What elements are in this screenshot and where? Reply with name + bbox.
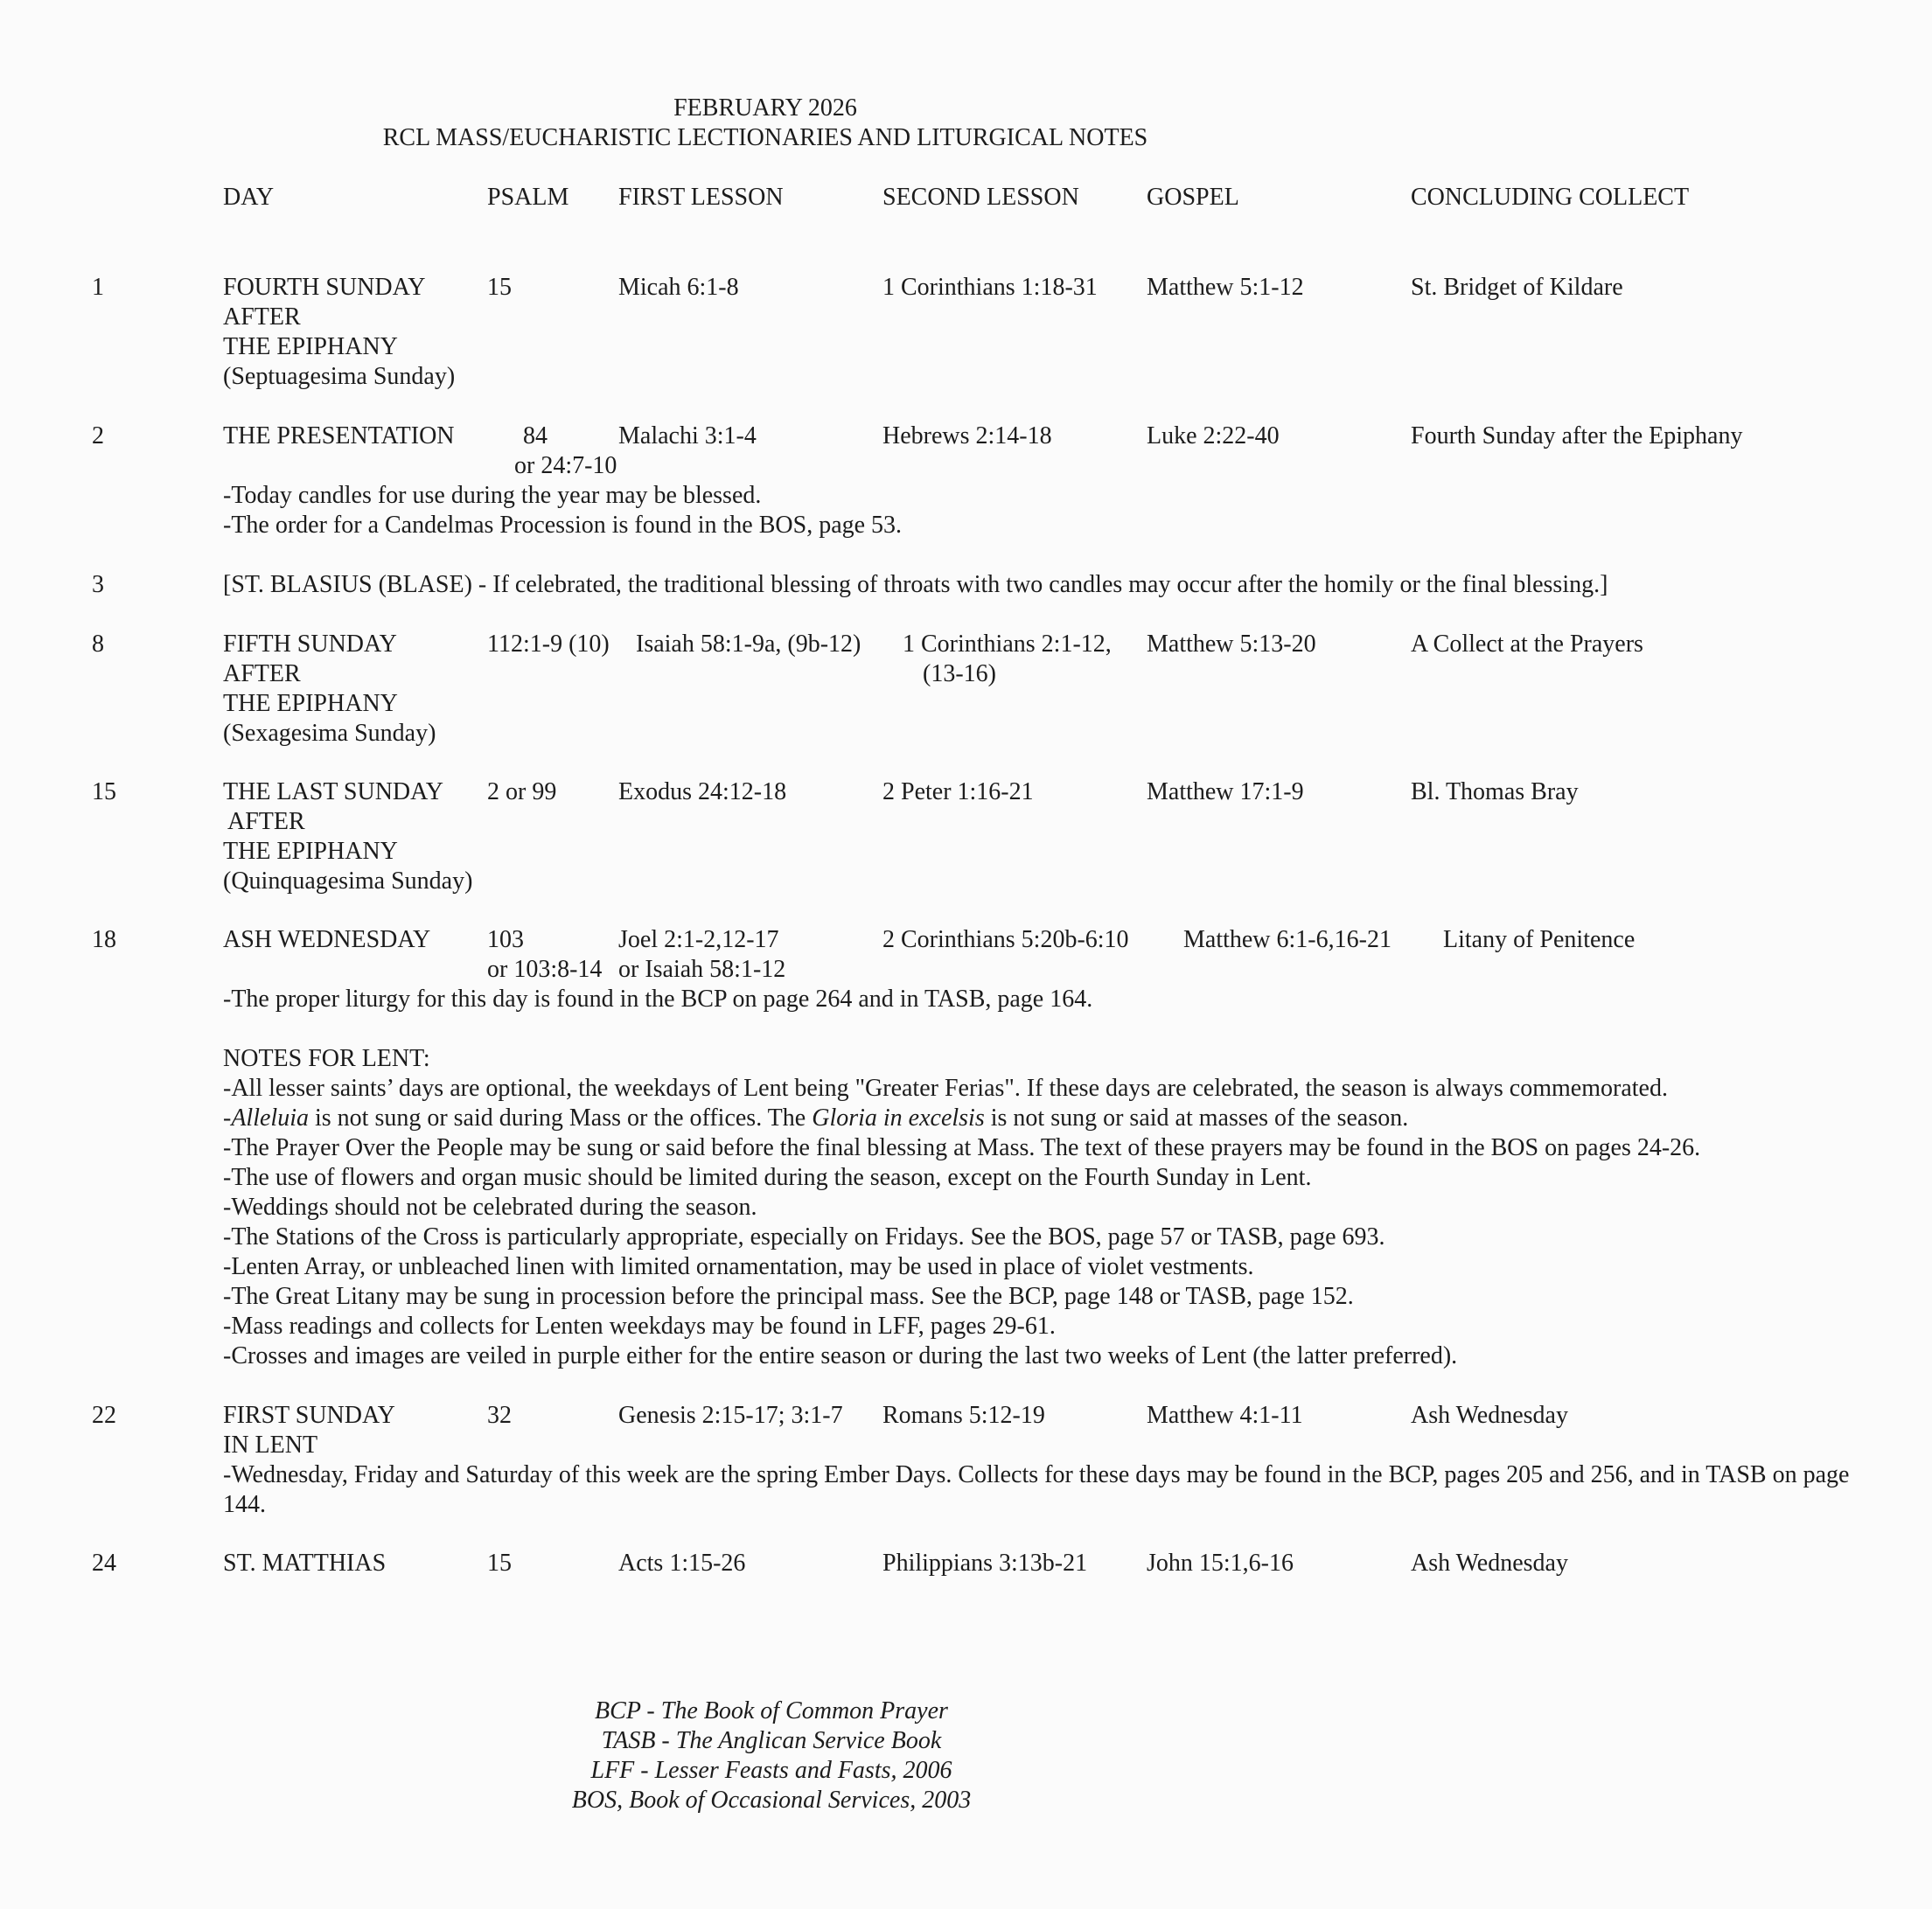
abbreviation-item: TASB - The Anglican Service Book (601, 1727, 942, 1754)
entry-date: 2 (92, 422, 104, 449)
entry-first-lesson: Malachi 3:1-4 (618, 422, 757, 449)
entry-collect: Fourth Sunday after the Epiphany (1411, 422, 1743, 449)
entry-day: THE EPIPHANY (223, 333, 398, 360)
entry-day: (Septuagesima Sunday) (223, 363, 456, 390)
entry-psalm: 32 (487, 1402, 512, 1429)
entry-first-lesson: Exodus 24:12-18 (618, 778, 787, 805)
entry-second-lesson: 2 Corinthians 5:20b-6:10 (882, 926, 1129, 953)
entry-collect: Bl. Thomas Bray (1411, 778, 1579, 805)
column-header-psalm: PSALM (487, 184, 569, 211)
lent-note-item: -Weddings should not be celebrated during the season. (223, 1194, 757, 1221)
lent-note-italic: Alleluia (231, 1104, 309, 1132)
entry-gospel: Matthew 17:1-9 (1147, 778, 1304, 805)
lent-note-item: -The Great Litany may be sung in procession before the principal mass. See the BCP, page 148 or TASB, page 152. (223, 1283, 1354, 1310)
entry-second-lesson: Philippians 3:13b-21 (882, 1550, 1088, 1577)
page-title: FEBRUARY 2026 (673, 94, 857, 122)
entry-text: [ST. BLASIUS (BLASE) - If celebrated, the traditional blessing of throats with two candles may occur after the homily or the final blessing.] (223, 571, 1608, 598)
entry-psalm: 15 (487, 274, 512, 301)
entry-day: AFTER (223, 660, 301, 687)
abbreviation-item: LFF - Lesser Feasts and Fasts, 2006 (590, 1757, 952, 1784)
lent-note-text: is not sung or said at masses of the season. (984, 1104, 1409, 1132)
entry-note: -The order for a Candelmas Procession is found in the BOS, page 53. (223, 512, 903, 539)
entry-note: -The proper liturgy for this day is found in the BCP on page 264 and in TASB, page 164. (223, 986, 1093, 1013)
entry-date: 1 (92, 274, 104, 301)
entry-day: ASH WEDNESDAY (223, 926, 431, 953)
entry-day: AFTER (223, 303, 301, 331)
entry-first-lesson: Acts 1:15-26 (618, 1550, 746, 1577)
lent-note-item: -The Stations of the Cross is particularly appropriate, especially on Fridays. See the BOS, page 57 or TASB, page 693. (223, 1223, 1385, 1251)
entry-psalm: or 103:8-14 (487, 956, 603, 983)
entry-collect: Ash Wednesday (1411, 1402, 1568, 1429)
lent-note-item: -The Prayer Over the People may be sung or said before the final blessing at Mass. The text of these prayers may be found in the BOS on pages 24-26. (223, 1134, 1701, 1161)
entry-day: FOURTH SUNDAY (223, 274, 426, 301)
entry-psalm: 103 (487, 926, 524, 953)
lent-note-italic: Gloria in excelsis (812, 1104, 985, 1132)
entry-psalm: 112:1-9 (10) (487, 631, 610, 658)
abbreviation-item: BOS, Book of Occasional Services, 2003 (571, 1787, 972, 1814)
entry-date: 15 (92, 778, 116, 805)
entry-date: 24 (92, 1550, 116, 1577)
entry-first-lesson: or Isaiah 58:1-12 (618, 956, 786, 983)
lent-note-item: -Mass readings and collects for Lenten weekdays may be found in LFF, pages 29-61. (223, 1313, 1056, 1340)
entry-gospel: Matthew 5:13-20 (1147, 631, 1316, 658)
entry-psalm: 15 (487, 1550, 512, 1577)
column-header-second-lesson: SECOND LESSON (882, 184, 1079, 211)
entry-date: 3 (92, 571, 104, 598)
entry-first-lesson: Micah 6:1-8 (618, 274, 739, 301)
column-header-first-lesson: FIRST LESSON (618, 184, 784, 211)
entry-day: IN LENT (223, 1432, 318, 1459)
abbreviation-item: BCP - The Book of Common Prayer (595, 1697, 948, 1724)
column-header-gospel: GOSPEL (1147, 184, 1239, 211)
column-header-day: DAY (223, 184, 275, 211)
entry-note: -Today candles for use during the year may be blessed. (223, 482, 762, 509)
entry-second-lesson: 2 Peter 1:16-21 (882, 778, 1034, 805)
entry-collect: A Collect at the Prayers (1411, 631, 1643, 658)
entry-day: AFTER (227, 808, 305, 835)
entry-gospel: Matthew 6:1-6,16-21 (1183, 926, 1391, 953)
entry-second-lesson: 1 Corinthians 2:1-12, (903, 631, 1112, 658)
lent-note-item: -Lenten Array, or unbleached linen with limited ornamentation, may be used in place of violet vestments. (223, 1253, 1254, 1280)
entry-gospel: Matthew 4:1-11 (1147, 1402, 1303, 1429)
entry-second-lesson: (13-16) (923, 660, 996, 687)
entry-day: THE LAST SUNDAY (223, 778, 444, 805)
entry-day: (Quinquagesima Sunday) (223, 867, 473, 895)
entry-psalm: 2 or 99 (487, 778, 557, 805)
entry-psalm: or 24:7-10 (514, 452, 617, 479)
entry-second-lesson: 1 Corinthians 1:18-31 (882, 274, 1098, 301)
column-header-concluding-collect: CONCLUDING COLLECT (1411, 184, 1690, 211)
entry-first-lesson: Isaiah 58:1-9a, (9b-12) (636, 631, 861, 658)
entry-day: THE EPIPHANY (223, 690, 398, 717)
lent-note-item: -Alleluia is not sung or said during Mass or the offices. The Gloria in excelsis is not sung or said at masses of the season. (223, 1104, 1409, 1132)
page-subtitle: RCL MASS/EUCHARISTIC LECTIONARIES AND LITURGICAL NOTES (382, 124, 1148, 151)
entry-day: (Sexagesima Sunday) (223, 720, 436, 747)
entry-note: -Wednesday, Friday and Saturday of this week are the spring Ember Days. Collects for these days may be found in the BCP, pages 205 and 256, and in TASB on page 144. (223, 1461, 1850, 1518)
lent-note-item: -The use of flowers and organ music should be limited during the season, except on the Fourth Sunday in Lent. (223, 1164, 1312, 1191)
lent-note-text: is not sung or said during Mass or the offices. The (308, 1104, 813, 1132)
entry-gospel: Luke 2:22-40 (1147, 422, 1280, 449)
entry-day: FIFTH SUNDAY (223, 631, 397, 658)
entry-psalm: 84 (523, 422, 548, 449)
entry-collect: St. Bridget of Kildare (1411, 274, 1623, 301)
lent-notes-heading: NOTES FOR LENT: (223, 1045, 430, 1072)
entry-collect: Ash Wednesday (1411, 1550, 1568, 1577)
entry-day: THE PRESENTATION (223, 422, 455, 449)
entry-day: THE EPIPHANY (223, 838, 398, 865)
entry-date: 8 (92, 631, 104, 658)
lent-note-item: -All lesser saints’ days are optional, the weekdays of Lent being "Greater Ferias". If these days are celebrated, the season is always commemorated. (223, 1075, 1668, 1102)
entry-gospel: John 15:1,6-16 (1147, 1550, 1294, 1577)
entry-date: 22 (92, 1402, 116, 1429)
lent-note-item: -Crosses and images are veiled in purple either for the entire season or during the last two weeks of Lent (the latter preferred). (223, 1342, 1458, 1369)
entry-day: ST. MATTHIAS (223, 1550, 387, 1577)
entry-collect: Litany of Penitence (1443, 926, 1636, 953)
entry-second-lesson: Hebrews 2:14-18 (882, 422, 1052, 449)
entry-day: FIRST SUNDAY (223, 1402, 395, 1429)
entry-date: 18 (92, 926, 116, 953)
entry-second-lesson: Romans 5:12-19 (882, 1402, 1045, 1429)
entry-first-lesson: Joel 2:1-2,12-17 (618, 926, 779, 953)
entry-gospel: Matthew 5:1-12 (1147, 274, 1304, 301)
entry-first-lesson: Genesis 2:15-17; 3:1-7 (618, 1402, 843, 1429)
